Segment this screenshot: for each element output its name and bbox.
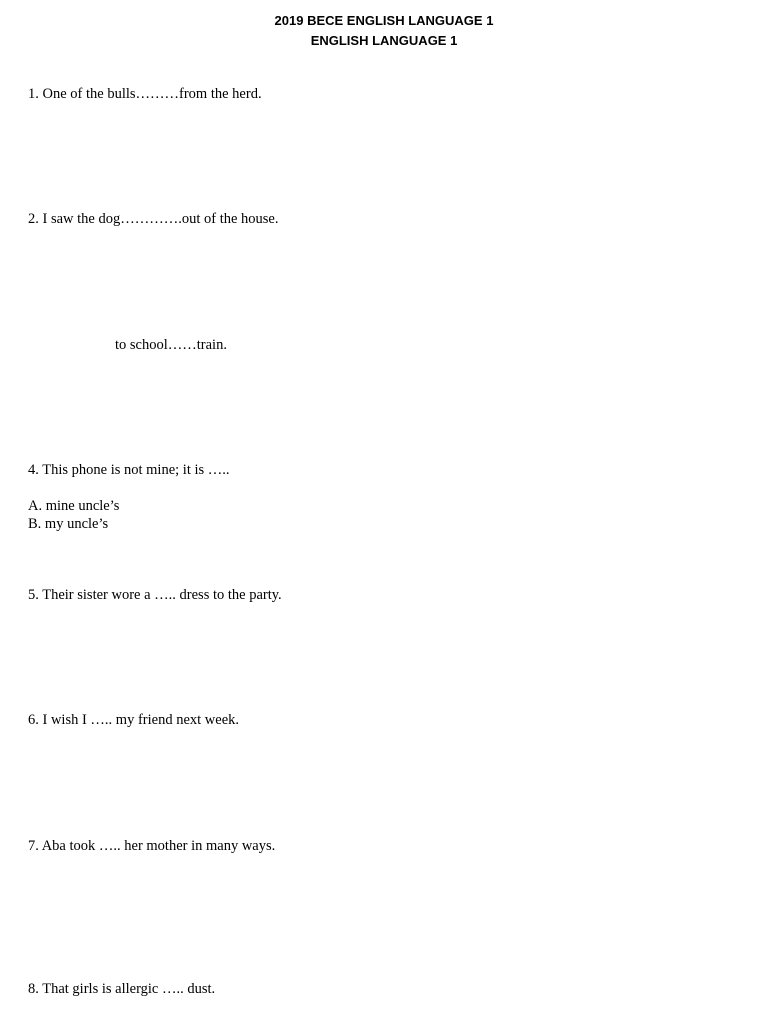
question-1: 1. One of the bulls………from the herd. bbox=[28, 86, 262, 102]
question-7: 7. Aba took ….. her mother in many ways. bbox=[28, 838, 276, 854]
page-title: 2019 BECE ENGLISH LANGUAGE 1 bbox=[274, 13, 494, 28]
page-subtitle: ENGLISH LANGUAGE 1 bbox=[310, 33, 458, 48]
question-8: 8. That girls is allergic ….. dust. bbox=[28, 981, 216, 997]
question-4-option-a: A. mine uncle’s bbox=[28, 498, 120, 514]
question-4-option-b: B. my uncle’s bbox=[28, 516, 109, 532]
question-4: 4. This phone is not mine; it is ….. bbox=[28, 462, 230, 478]
question-3: to school……train. bbox=[115, 337, 227, 353]
question-5: 5. Their sister wore a ….. dress to the party. bbox=[28, 587, 282, 603]
question-2: 2. I saw the dog………….out of the house. bbox=[28, 211, 279, 227]
question-6: 6. I wish I ….. my friend next week. bbox=[28, 712, 240, 728]
